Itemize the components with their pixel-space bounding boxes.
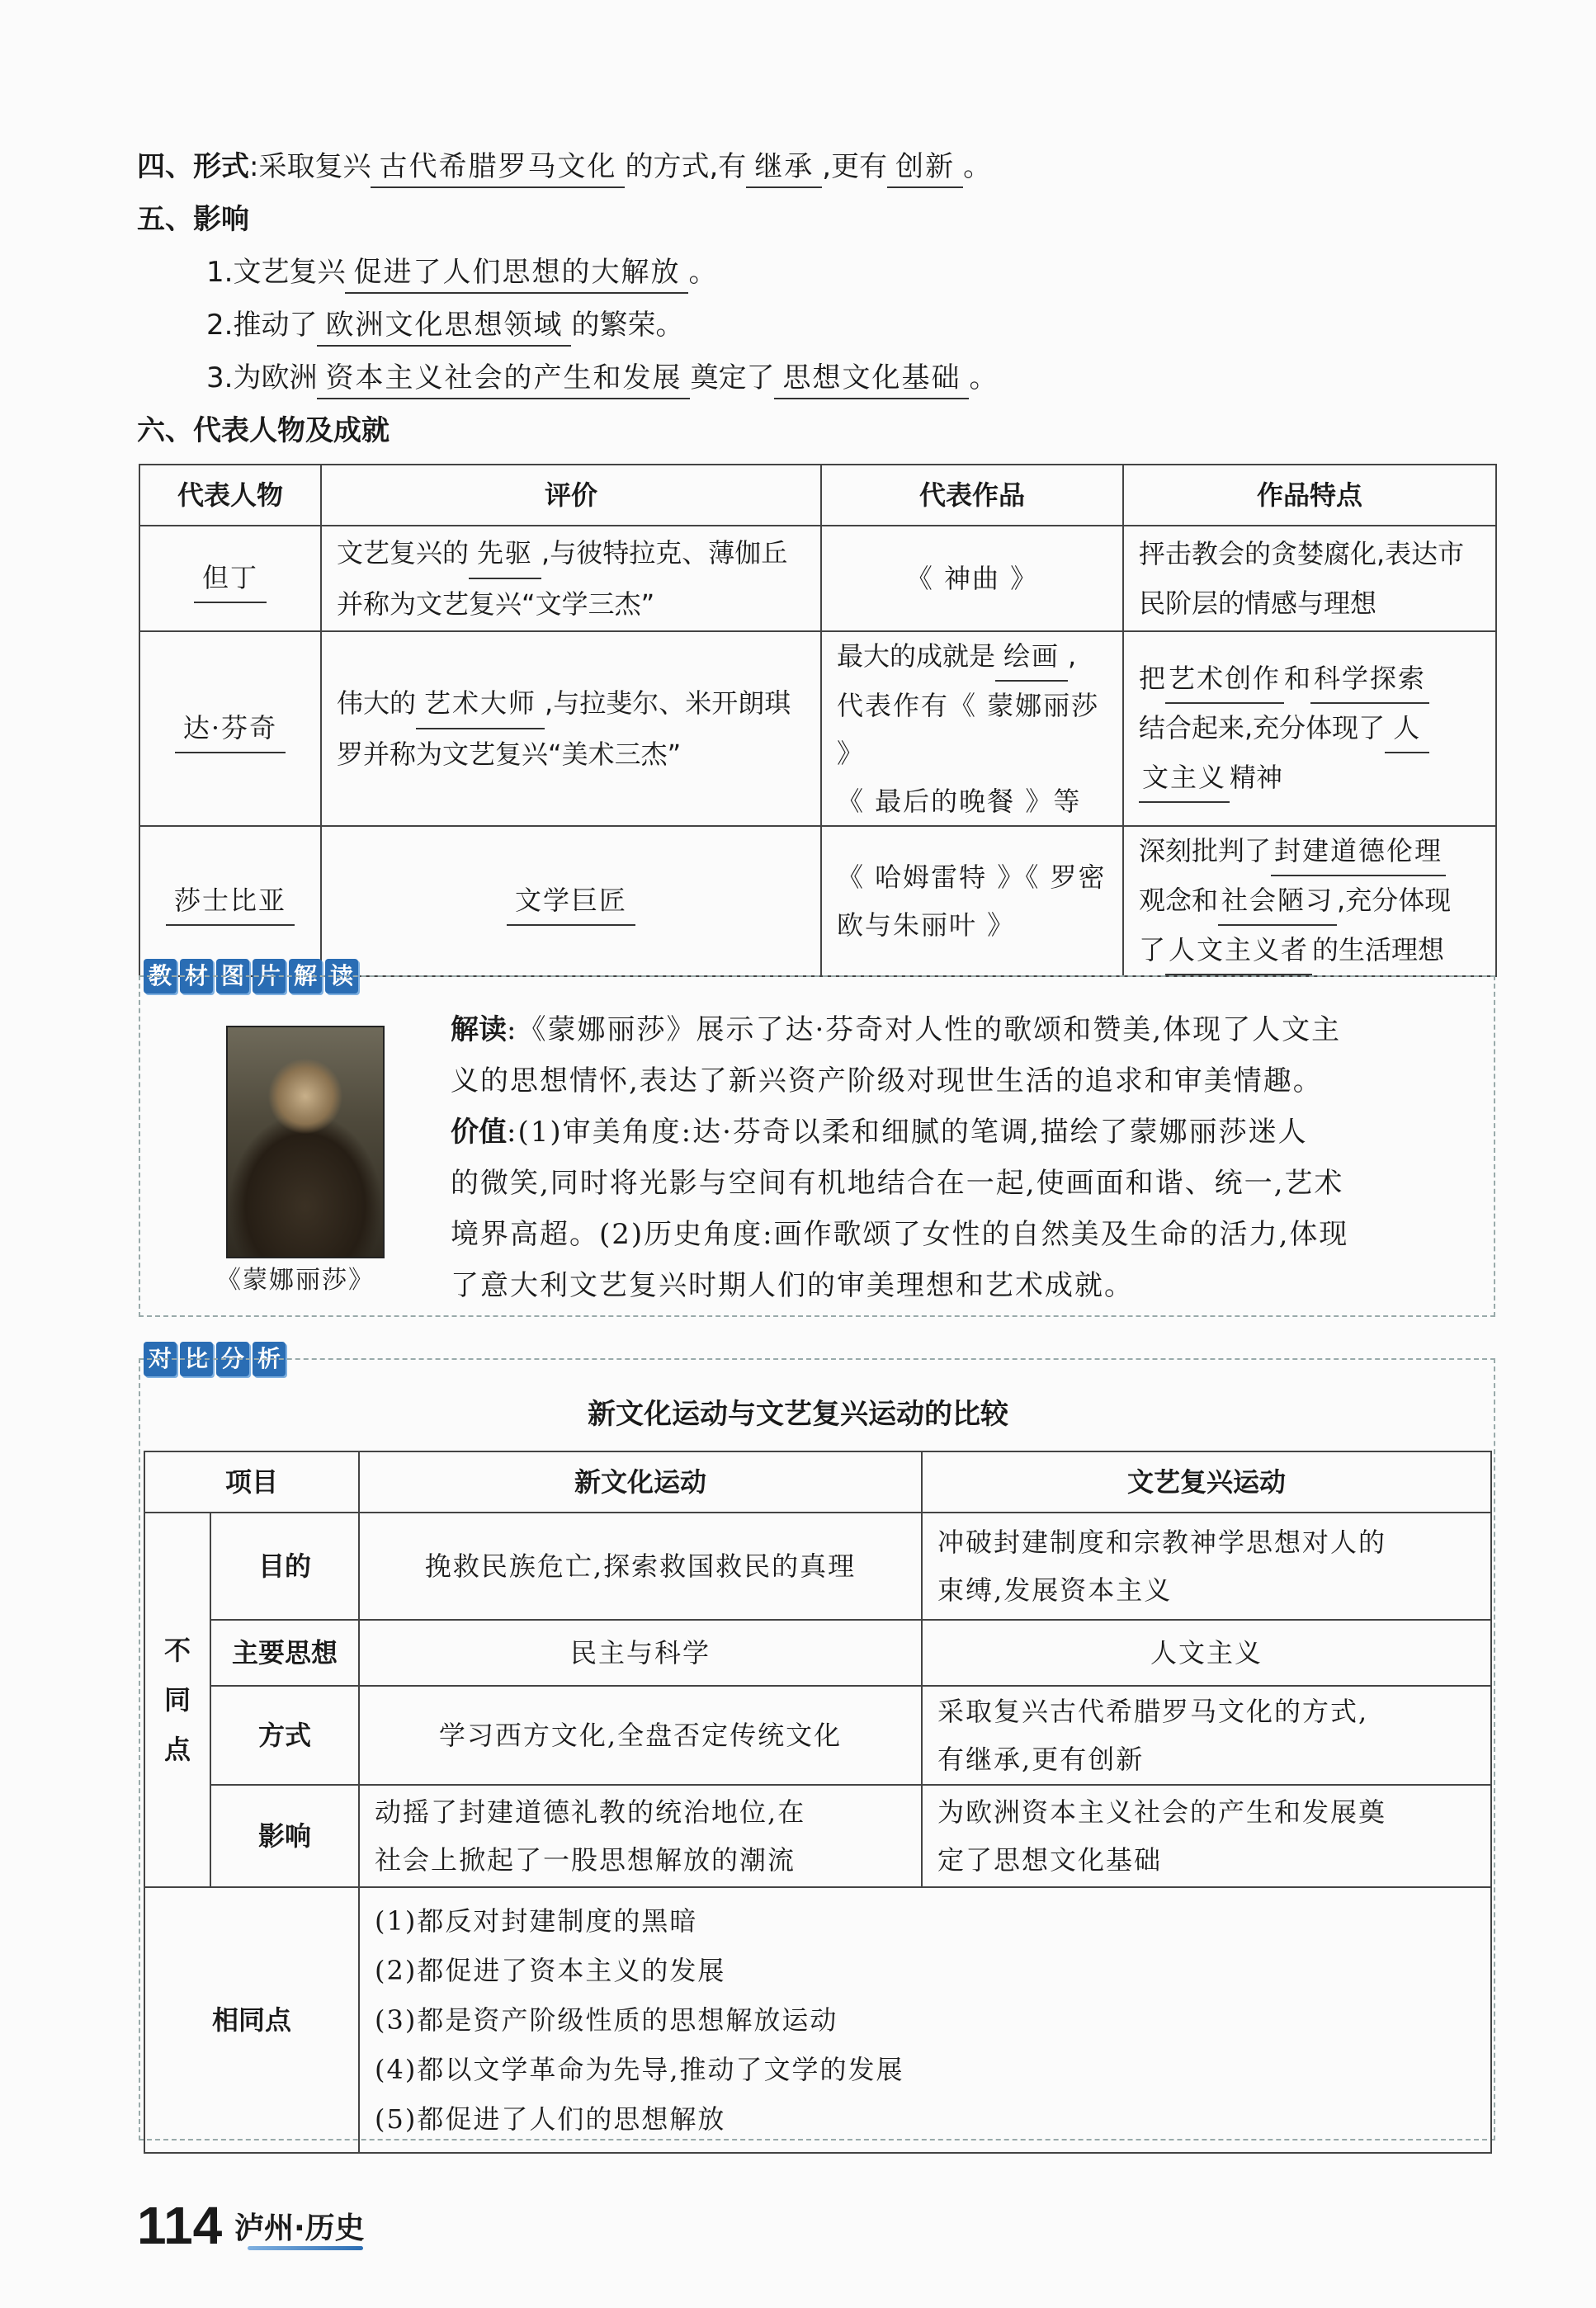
answer-blank: 思想文化基础	[774, 358, 969, 399]
answer-blank: 人文主义者	[1165, 926, 1312, 975]
interpretation-line	[451, 1010, 1341, 1050]
text: 的方式,有	[625, 150, 747, 183]
text: 。	[963, 150, 992, 183]
text: 点	[163, 1734, 191, 1765]
table-row	[144, 1513, 1491, 1620]
item-cell: 目的	[210, 1513, 359, 1620]
text: 不	[163, 1635, 191, 1666]
answer-blank: 社会陋习	[1218, 876, 1337, 926]
value-line: 的微笑,同时将光影与空间有机地结合在一起,使画面和谐、统一,艺术	[451, 1167, 1344, 1200]
section5-heading: 五、影响	[137, 203, 249, 236]
representatives-table	[139, 464, 1497, 977]
answer-blank: 艺术大师	[416, 678, 545, 729]
text: ,与拉斐尔、米开朗琪罗并称为文艺复兴“美术三杰”	[337, 687, 791, 770]
text: ,充分体现	[1337, 885, 1452, 916]
text: ,与彼特拉克、薄伽丘并称为文艺复兴“文学三杰”	[337, 537, 788, 620]
text: 有继承,更有创新	[937, 1744, 1145, 1775]
works-cell	[821, 631, 1123, 826]
same-label-cell: 相同点	[144, 1887, 359, 2153]
text: :《蒙娜丽莎》展示了达·芬奇对人性的歌颂和赞美,体现了人文主	[507, 1013, 1342, 1046]
person-cell	[139, 631, 321, 826]
text: 了	[1139, 934, 1166, 965]
table-row	[144, 1887, 1491, 2153]
item-cell: 方式	[210, 1686, 359, 1785]
same-items-cell	[359, 1887, 1491, 2153]
text: 把	[1139, 663, 1166, 694]
text: 的繁荣。	[571, 309, 684, 342]
tag-char: 析	[253, 1342, 286, 1376]
text: 观念和	[1139, 885, 1219, 916]
header-cell: 作品特点	[1123, 465, 1496, 526]
table-header-row	[144, 1451, 1491, 1513]
text: 3.为欧洲	[206, 361, 318, 394]
list-item: (1)都反对封建制度的黑暗	[375, 1905, 698, 1937]
eval-cell	[321, 631, 821, 826]
answer-blank: 绘画	[995, 632, 1068, 682]
answer-blank: 资本主义社会的产生和发展	[317, 358, 690, 399]
text: ,	[1068, 640, 1077, 672]
list-item: (3)都是资产阶级性质的思想解放运动	[375, 2004, 838, 2036]
value-line	[451, 1112, 1308, 1152]
table-row	[139, 826, 1496, 976]
answer-blank: 文学巨匠	[507, 876, 635, 926]
text: 《 哈姆雷特 》《 罗密	[837, 861, 1107, 893]
text: 文艺复兴的	[337, 537, 470, 569]
answer-blank: 达·芬奇	[175, 704, 286, 753]
answer-blank: 但丁	[194, 554, 267, 603]
label: 价值	[451, 1116, 507, 1149]
text: 1.文艺复兴	[206, 256, 346, 289]
answer-blank: 先驱	[469, 528, 541, 579]
table-row	[144, 1785, 1491, 1887]
xin-cell: 挽救民族危亡,探索救国救民的真理	[359, 1513, 922, 1620]
mona-lisa-image	[226, 1026, 385, 1258]
answer-blank: 创新	[887, 147, 963, 188]
interpretation-line: 义的思想情怀,表达了新兴资产阶级对现世生活的追求和审美情趣。	[451, 1064, 1323, 1097]
value-line: 境界高超。(2)历史角度:画作歌颂了女性的自然美及生命的活力,体现	[451, 1218, 1349, 1251]
section4-line	[137, 147, 991, 188]
text: 为欧洲资本主义社会的产生和发展奠	[937, 1796, 1387, 1828]
feature-cell	[1123, 631, 1496, 826]
table-row	[144, 1620, 1491, 1686]
text: 2.推动了	[206, 309, 318, 342]
section5-item3	[206, 358, 997, 399]
wen-cell	[922, 1513, 1491, 1620]
person-cell	[139, 826, 321, 976]
text: 动摇了封建道德礼教的统治地位,在	[375, 1796, 806, 1828]
tag-char: 解	[289, 959, 322, 994]
works-cell	[821, 826, 1123, 976]
list-item: (4)都以文学革命为先导,推动了文学的发展	[375, 2054, 904, 2085]
xin-cell: 民主与科学	[359, 1620, 922, 1686]
text: :(1)审美角度:达·芬奇以柔和细腻的笔调,描绘了蒙娜丽莎迷人	[507, 1116, 1308, 1149]
text: 和	[1284, 663, 1311, 694]
tag-char: 读	[325, 959, 358, 994]
tag-char: 对	[144, 1342, 177, 1376]
text: 深刻批判了	[1139, 835, 1272, 866]
item-cell: 影响	[210, 1785, 359, 1887]
text: ,更有	[822, 150, 888, 183]
text: 。	[688, 256, 717, 289]
header-cell: 文艺复兴运动	[922, 1451, 1491, 1513]
text: 奠定了	[690, 361, 775, 394]
answer-blank: 人	[1385, 704, 1429, 753]
table-row	[139, 631, 1496, 826]
feature-cell: 抨击教会的贪婪腐化,表达市民阶层的情感与理想	[1123, 526, 1496, 631]
answer-blank: 促进了人们思想的大解放	[345, 253, 688, 294]
footer-label: 泸州·历史	[234, 2211, 365, 2245]
table-row	[144, 1686, 1491, 1785]
answer-blank: 封建道德伦理	[1271, 827, 1446, 876]
header-cell: 代表作品	[821, 465, 1123, 526]
header-cell: 新文化运动	[359, 1451, 922, 1513]
eval-cell	[321, 526, 821, 631]
tag-char: 比	[180, 1342, 213, 1376]
list-item: (2)都促进了资本主义的发展	[375, 1955, 726, 1986]
text: 。	[969, 361, 998, 394]
comparison-table	[144, 1451, 1492, 2154]
answer-blank: 古代希腊罗马文化	[371, 147, 625, 188]
answer-blank: 继承	[746, 147, 822, 188]
wen-cell	[922, 1785, 1491, 1887]
tag-char: 图	[216, 959, 249, 994]
wen-cell: 人文主义	[922, 1620, 1491, 1686]
page-number: 114	[137, 2196, 223, 2255]
header-cell: 项目	[144, 1451, 359, 1513]
text: 欧与朱丽叶 》	[837, 909, 1016, 941]
text: 结合起来,充分体现了	[1139, 712, 1386, 743]
answer-blank: 莎士比亚	[166, 876, 295, 926]
tag-char: 分	[216, 1342, 249, 1376]
section5-item1	[206, 253, 716, 294]
xin-cell	[359, 1785, 922, 1887]
text: 代表作有《 蒙娜丽莎 》	[837, 690, 1100, 769]
text: 定了思想文化基础	[937, 1844, 1163, 1876]
list-item: (5)都促进了人们的思想解放	[375, 2103, 726, 2135]
xin-cell: 学习西方文化,全盘否定传统文化	[359, 1686, 922, 1785]
table-header-row	[139, 465, 1496, 526]
text: 采取复兴古代希腊罗马文化的方式,	[937, 1696, 1369, 1727]
wen-cell	[922, 1686, 1491, 1785]
answer-blank: 科学探索	[1310, 654, 1429, 704]
answer-blank: 文主义	[1139, 753, 1230, 803]
footer-accent-line	[248, 2246, 363, 2250]
header-cell: 评价	[321, 465, 821, 526]
label: 解读	[451, 1013, 507, 1046]
section4-heading: 四、形式	[137, 150, 249, 183]
tag-char: 材	[180, 959, 213, 994]
text: :采取复兴	[249, 150, 371, 183]
answer-blank: 欧洲文化思想领域	[317, 305, 571, 347]
text: 伟大的	[337, 687, 417, 719]
feature-cell	[1123, 826, 1496, 976]
tag-char: 教	[144, 959, 177, 994]
compare-title: 新文化运动与文艺复兴运动的比较	[588, 1398, 1008, 1431]
eval-cell	[321, 826, 821, 976]
text: 《 最后的晚餐 》等	[837, 786, 1082, 817]
section5-item2	[206, 305, 683, 347]
table-row	[139, 526, 1496, 631]
works-cell: 《 神曲 》	[821, 526, 1123, 631]
header-cell: 代表人物	[139, 465, 321, 526]
item-cell: 主要思想	[210, 1620, 359, 1686]
text: 精神	[1230, 762, 1283, 793]
person-cell	[139, 526, 321, 631]
text: 社会上掀起了一股思想解放的潮流	[375, 1844, 796, 1876]
tag-char: 片	[253, 959, 286, 994]
value-line: 了意大利文艺复兴时期人们的审美理想和艺术成就。	[451, 1269, 1134, 1302]
diff-label-cell	[144, 1513, 210, 1887]
text: 束缚,发展资本主义	[937, 1574, 1173, 1606]
text: 的生活理想	[1312, 934, 1445, 965]
section6-heading: 六、代表人物及成就	[137, 414, 390, 447]
text: 最大的成就是	[837, 640, 996, 672]
image-caption: 《蒙娜丽莎》	[216, 1266, 375, 1295]
answer-blank: 艺术创作	[1165, 654, 1284, 704]
text: 同	[163, 1684, 191, 1716]
text: 冲破封建制度和宗教神学思想对人的	[937, 1527, 1387, 1558]
